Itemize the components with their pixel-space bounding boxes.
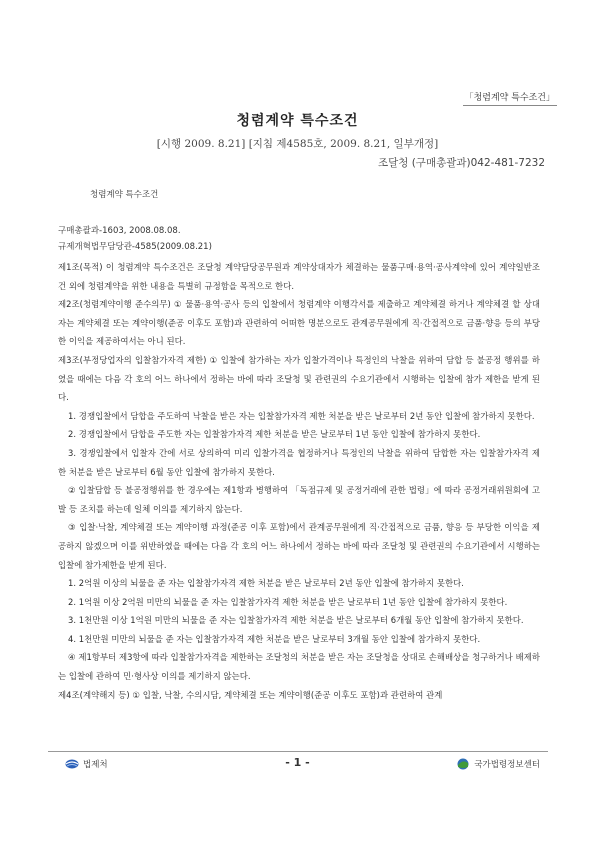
meta-line-2: 규제개혁법무담당관-4585(2009.08.21): [58, 242, 212, 252]
article-3-clause-2: ② 입찰담합 등 불공정행위를 한 경우에는 제1항과 병행하여 「독점규제 및 공정거래에 관한 법령」에 따라 공정거래위원회에 고발 등 조치를 하는데 일체 이의를 제기하지 않는다.: [58, 485, 540, 514]
article-3-item-1: 1. 경쟁입찰에서 담합을 주도하여 낙찰을 받은 자는 입찰참가자격 제한 처분을 받은 날로부터 2년 동안 입찰에 참가하지 못한다.: [68, 410, 535, 421]
clause-3-item-1: 1. 2억원 이상의 뇌물을 준 자는 입찰참가자격 제한 처분을 받은 날로부터 2년 동안 입찰에 참가하지 못한다.: [68, 578, 464, 589]
clause-3-item-4: 4. 1천만원 미만의 뇌물을 준 자는 입찰참가자격 제한 처분을 받은 날로부터 3개월 동안 입찰에 참가하지 못한다.: [68, 633, 481, 644]
revision-line: [시행 2009. 8.21] [지침 제4585호, 2009. 8.21, 일부개정]: [156, 138, 439, 150]
footer-rule: [48, 751, 548, 752]
footer-right-label: 국가법령정보센터: [474, 760, 540, 770]
document-subtitle: 청렴계약 특수조건: [90, 190, 159, 200]
article-3-item-3: 3. 경쟁입찰에서 입찰자 간에 서로 상의하여 미리 입찰가격을 협정하거나 특정인의 낙찰을 위하여 담합한 자는 입찰참가자격 제한 처분을 받은 날로부터 6월 동안 입찰에 참가하지 못한다.: [58, 447, 540, 477]
document-body: [58, 258, 540, 704]
article-3: 제3조(부정당업자의 입찰참가자격 제한) ① 입찰에 참가하는 자가 입찰가격이나 특정인의 낙찰을 위하여 담합 등 불공정 행위를 하였을 때에는 다음 각 호의 어느 하나에서 정하는 바에 따라 조달청 및 관련권의 수요기관에서 시행하는 입찰에 참가 제한을 받게 된다.: [58, 354, 540, 403]
header-tag: 「청렴계약 특수조건」: [463, 90, 557, 106]
clause-3-item-2: 2. 1억원 이상 2억원 미만의 뇌물을 준 자는 입찰참가자격 제한 처분을 받은 날로부터 1년 동안 입찰에 참가하지 못한다.: [68, 596, 508, 607]
page-title: 청렴계약 특수조건: [236, 113, 359, 129]
meta-line-1: 구매총괄과-1603, 2008.08.08.: [58, 226, 181, 236]
footer-right: [456, 758, 540, 770]
footer-left-label: 법제처: [83, 760, 108, 770]
page-number: - 1 -: [285, 756, 310, 769]
article-4: 제4조(계약해지 등) ① 입찰, 낙찰, 수의시담, 계약체결 또는 계약이행(준공 이후도 포함)과 관련하여 관계: [58, 689, 443, 700]
article-1: 제1조(목적) 이 청렴계약 특수조건은 조달청 계약담당공무원과 계약상대자가 체결하는 물품구매·용역·공사계약에 있어 계약일반조건 외에 청렴계약을 위한 내용을 특별히 규정함을 목적으로 한다.: [58, 262, 540, 291]
contact-line: 조달청 (구매총괄과)042-481-7232: [377, 157, 545, 169]
law-center-logo-icon: [456, 758, 470, 770]
article-3-item-2: 2. 경쟁입찰에서 담합을 주도한 자는 입찰참가자격 제한 처분을 받은 날로부터 1년 동안 입찰에 참가하지 못한다.: [68, 429, 481, 440]
article-3-clause-4: ④ 제1항부터 제3항에 따라 입찰참가자격을 제한하는 조달청의 처분을 받은 자는 조달청을 상대로 손해배상을 청구하거나 배제하는 입찰에 관하여 민·형사상 이의를 제기하지 않는다.: [58, 652, 540, 682]
article-3-clause-3: ③ 입찰·낙찰, 계약체결 또는 계약이행 과정(준공 이후 포함)에서 관계공무원에게 직·간접적으로 금품, 향응 등 부당한 이익을 제공하지 않겠으며 이를 위반하였을 때에는 다음 각 호의 어느 하나에서 정하는 바에 따라 조달청 및 관련권의 수요기관에서 시행하는 입찰에 참가제한을 받게 된다.: [58, 522, 540, 570]
article-2: 제2조(청렴계약이행 준수의무) ① 물품·용역·공사 등의 입찰에서 청렴계약 이행각서를 제출하고 계약체결 하거나 계약체결 할 상대자는 계약체결 또는 계약이행(준공 이후도 포함)과 관련하여 어떠한 명분으로도 관계공무원에게 직·간접적으로 금품·향응 등의 부당한 이익을 제공하여서는 아니 된다.: [58, 299, 540, 347]
clause-3-item-3: 3. 1천만원 이상 1억원 미만의 뇌물을 준 자는 입찰참가자격 제한 처분을 받은 날로부터 6개월 동안 입찰에 참가하지 못한다.: [68, 615, 524, 626]
